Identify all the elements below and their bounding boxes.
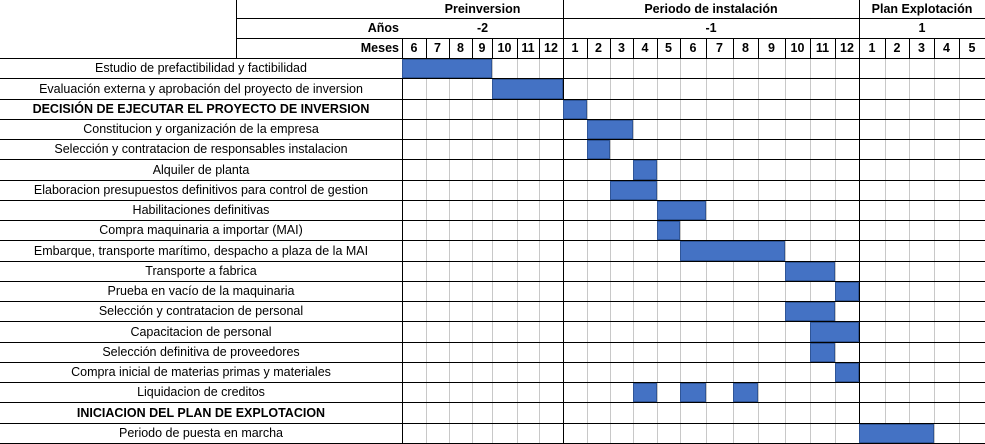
month-header: 1 (868, 40, 876, 55)
grid-vline (587, 58, 588, 443)
month-header: 6 (410, 40, 418, 55)
task-bar (610, 181, 657, 200)
month-header: 1 (571, 40, 579, 55)
task-bar (633, 383, 657, 402)
month-header: 3 (918, 40, 925, 55)
task-bar (680, 241, 785, 261)
grid-vline (785, 58, 786, 443)
task-bar (402, 59, 492, 78)
task-label: Compra maquinaria a importar (MAI) (99, 223, 303, 238)
task-bar (492, 79, 563, 99)
task-label: Compra inicial de materias primas y materiales (71, 365, 331, 380)
phase-label: Periodo de instalación (644, 1, 778, 16)
task-label: Selección y contratacion de responsables instalacion (54, 142, 348, 157)
grid-vline (492, 58, 493, 443)
phase-label: Preinversion (444, 1, 521, 16)
month-header: 12 (544, 40, 558, 55)
grid-vline (657, 58, 658, 443)
grid-vline (959, 58, 960, 443)
month-header: 8 (457, 40, 464, 55)
task-bar (563, 100, 587, 119)
month-header: 7 (716, 40, 723, 55)
task-bar (835, 363, 859, 382)
task-label: Capacitacion de personal (130, 324, 272, 339)
year-label: 1 (918, 20, 926, 35)
grid-vline (517, 58, 518, 443)
months-row-label: Meses (360, 40, 399, 55)
task-label: Selección definitiva de proveedores (102, 345, 300, 360)
grid-vline (426, 58, 427, 443)
phase-separator (563, 0, 564, 443)
grid-vline (610, 58, 611, 443)
task-bar (657, 201, 706, 220)
task-label: Embarque, transporte marítimo, despacho a plaza de la MAI (33, 243, 369, 258)
month-header: 9 (768, 40, 775, 55)
month-header: 6 (689, 40, 697, 55)
month-header: 5 (665, 40, 672, 55)
month-header: 9 (478, 40, 486, 55)
task-label: Elaboracion presupuestos definitivos para control de gestion (33, 183, 369, 198)
grid-vline (449, 58, 450, 443)
month-header: 11 (815, 40, 830, 55)
task-bar (785, 262, 835, 281)
phase-label: Plan Explotación (871, 1, 973, 16)
month-header: 11 (521, 40, 535, 55)
task-bar (859, 424, 934, 443)
month-header: 4 (943, 40, 950, 55)
grid-vline (835, 58, 836, 443)
month-header: 4 (641, 40, 649, 55)
task-bar (810, 322, 859, 342)
month-header: 2 (595, 40, 602, 55)
grid-vline (885, 58, 886, 443)
month-header: 10 (790, 40, 805, 55)
task-label: Habilitaciones definitivas (132, 203, 270, 218)
label-column-border (402, 38, 403, 443)
task-bar (733, 383, 758, 402)
task-label: Transporte a fabrica (145, 264, 257, 279)
task-bar (587, 140, 610, 159)
task-label: Estudio de prefactibilidad y factibilidad (95, 61, 307, 76)
task-label: Periodo de puesta en marcha (119, 426, 283, 441)
task-bar (810, 343, 835, 362)
task-label: Alquiler de planta (152, 162, 250, 177)
month-header: 10 (497, 40, 512, 55)
month-header: 8 (742, 40, 749, 55)
task-bar (657, 221, 680, 240)
month-header: 5 (968, 40, 976, 55)
task-label: DECISIÓN DE EJECUTAR EL PROYECTO DE INVERSION (32, 102, 370, 117)
grid-vline (934, 58, 935, 443)
task-bar (680, 383, 706, 402)
year-label: -1 (705, 20, 717, 35)
task-label: Liquidacion de creditos (137, 385, 265, 400)
task-bar (835, 282, 859, 301)
task-label: Evaluación externa y aprobación del proyecto de inversion (39, 81, 363, 96)
grid-vline (909, 58, 910, 443)
task-label: INICIACION DEL PLAN DE EXPLOTACION (76, 405, 326, 420)
month-header: 3 (618, 40, 625, 55)
year-label: -2 (476, 20, 489, 35)
phase-separator (859, 0, 860, 443)
years-row-label: Años (367, 20, 399, 35)
grid-vline (810, 58, 811, 443)
task-bar (785, 302, 835, 321)
task-label: Selección y contratacion de personal (98, 304, 304, 319)
task-label: Prueba en vacío de la maquinaria (107, 284, 295, 299)
month-header: 7 (434, 40, 441, 55)
task-bar (587, 120, 633, 139)
task-bar (633, 160, 657, 180)
month-header: 12 (840, 40, 854, 55)
grid-vline (539, 58, 540, 443)
month-header: 2 (893, 40, 901, 55)
task-label: Constitucion y organización de la empresa (83, 122, 319, 137)
grid-vline (472, 58, 473, 443)
